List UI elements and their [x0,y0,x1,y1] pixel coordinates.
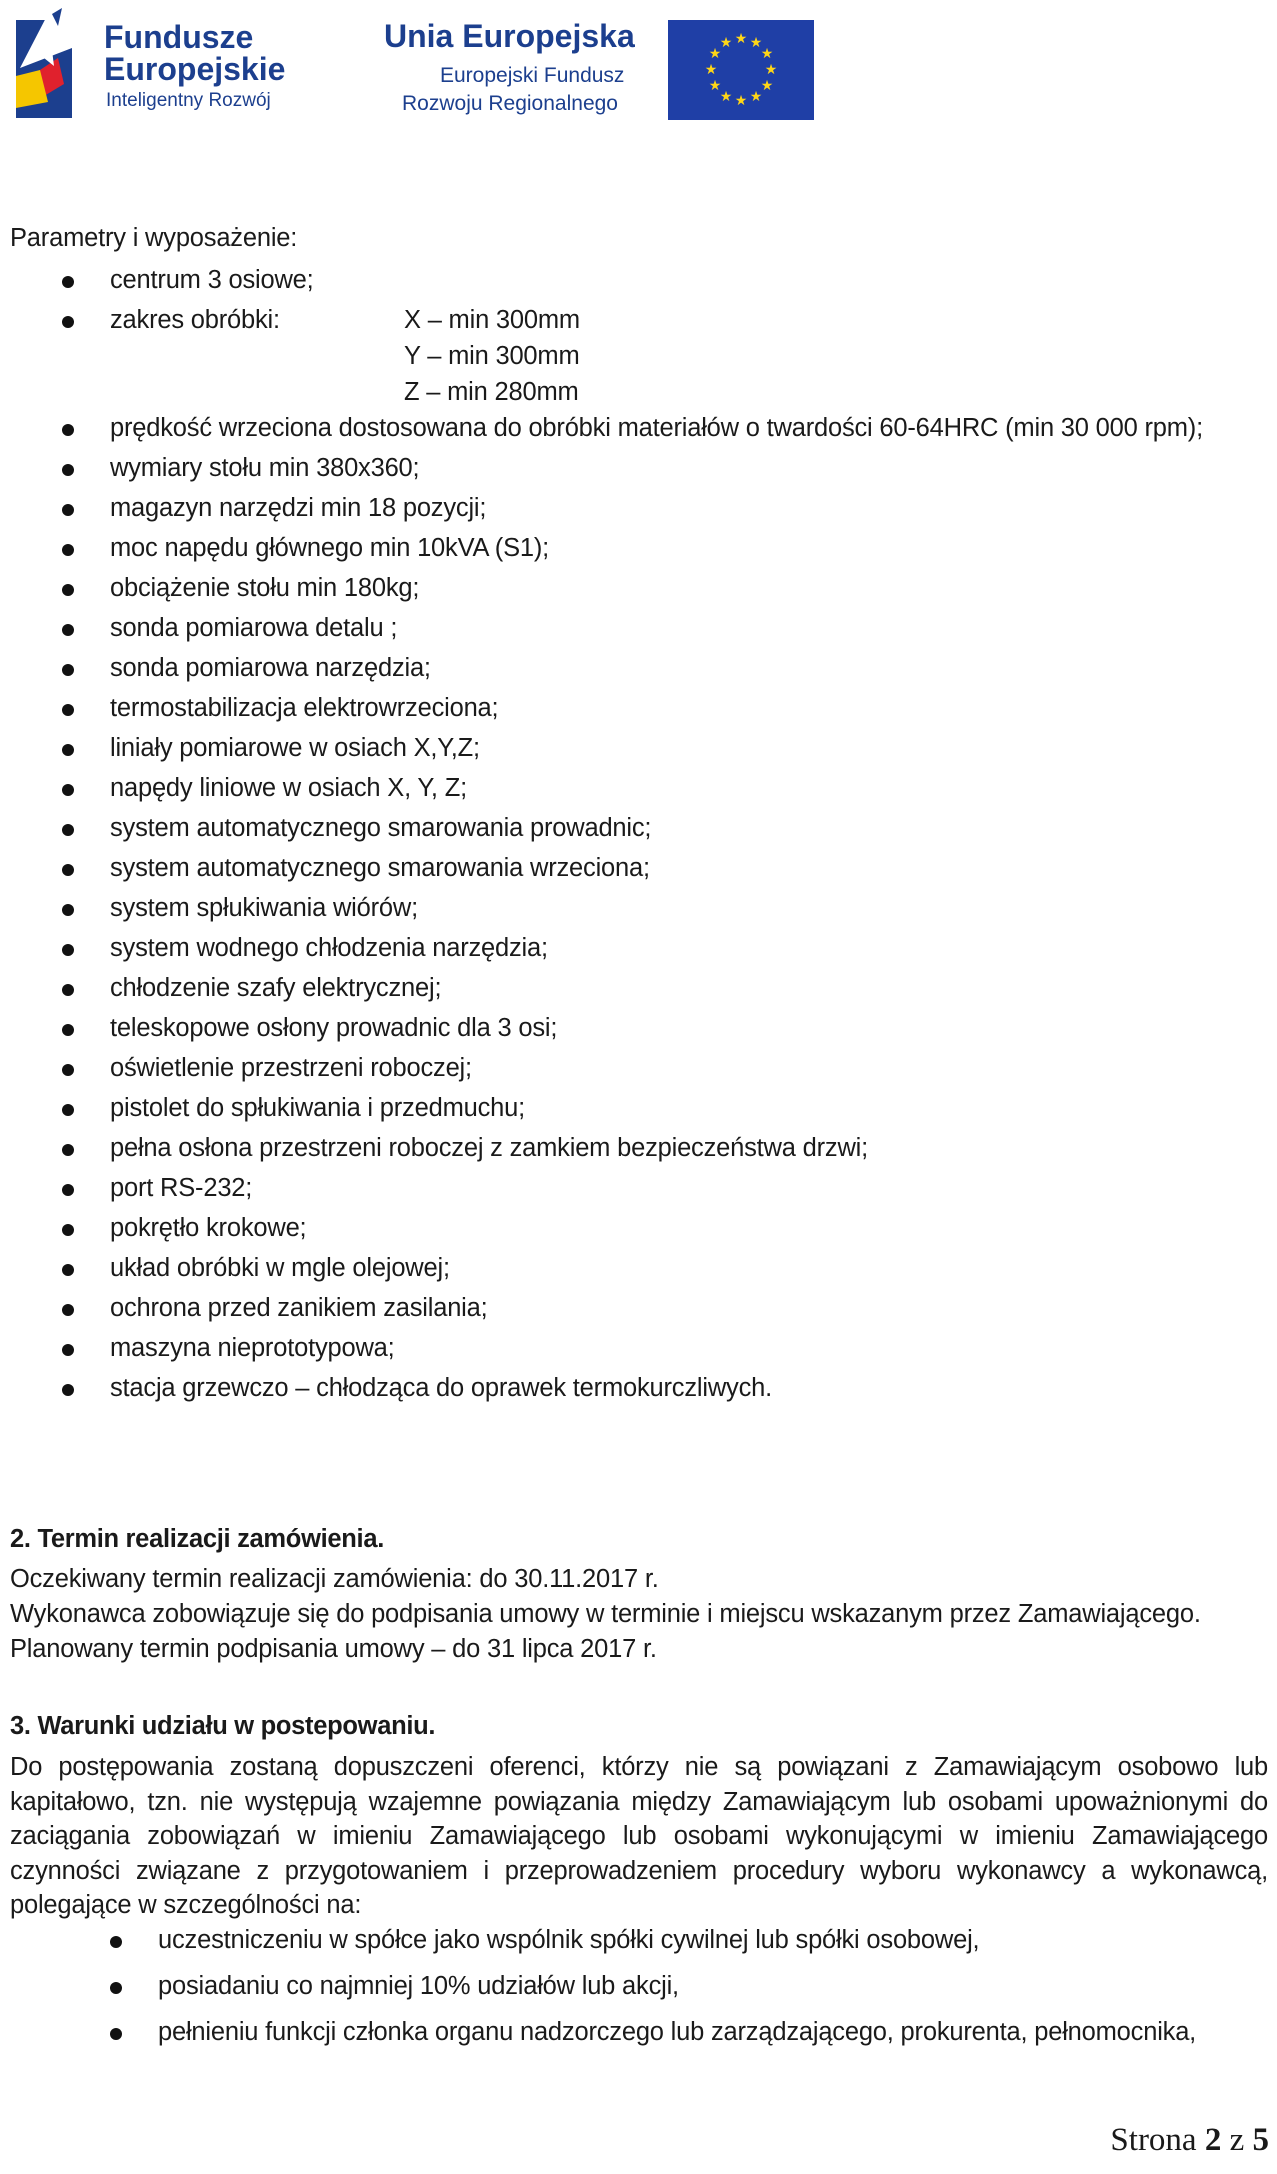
params-item-label: pokrętło krokowe; [110,1214,307,1242]
bullet-icon [62,864,74,876]
bullet-icon [62,744,74,756]
svg-text:★: ★ [704,62,718,78]
svg-text:★: ★ [734,93,748,109]
svg-text:★: ★ [719,35,733,51]
bullet-icon [62,424,74,436]
bullet-icon [62,1224,74,1236]
bullet-icon [62,1144,74,1156]
params-item-label: system automatycznego smarowania wrzeciona; [110,854,650,882]
params-list-item [0,1010,1277,1050]
params-item-label: centrum 3 osiowe; [110,266,314,294]
params-list-item [0,490,1277,530]
svg-text:★: ★ [749,35,763,51]
params-list-item [0,1210,1277,1250]
bullet-icon [62,824,74,836]
svg-text:★: ★ [719,89,733,105]
params-item-label: system wodnego chłodzenia narzędzia; [110,934,548,962]
params-item-label: napędy liniowe w osiach X, Y, Z; [110,774,467,802]
params-list-item [0,1170,1277,1210]
params-item-label: ochrona przed zanikiem zasilania; [110,1294,488,1322]
params-list-item [0,770,1277,810]
bullet-icon [62,544,74,556]
bullet-icon [62,624,74,636]
params-item-label: liniały pomiarowe w osiach X,Y,Z; [110,734,480,762]
svg-text:★: ★ [708,46,722,62]
params-list-item [0,610,1277,650]
logo-unia-europejska [384,18,644,122]
params-list-item [0,1130,1277,1170]
params-list-item [0,970,1277,1010]
params-item-label: sonda pomiarowa detalu ; [110,614,398,642]
page-total: 5 [1252,2122,1269,2158]
section3-item-label: pełnieniu funkcji członka organu nadzorczego lub zarządzającego, prokurenta, pełnomocnika, [158,2018,1197,2046]
params-item-label: obciążenie stołu min 180kg; [110,574,420,602]
page-current: 2 [1204,2122,1222,2158]
eu-flag-stars-icon [668,20,814,120]
section2-line1: Oczekiwany termin realizacji zamówienia: do 30.11.2017 r. [10,1565,659,1593]
section2-heading: 2. Termin realizacji zamówienia. [10,1525,384,1553]
section3-list-item [0,1922,1277,1962]
params-list-item [0,730,1277,770]
bullet-icon [62,984,74,996]
params-list-item [0,930,1277,970]
params-item-label: teleskopowe osłony prowadnic dla 3 osi; [110,1014,558,1042]
bullet-icon [62,504,74,516]
bullet-icon [110,1982,122,1994]
params-list-item [0,530,1277,570]
params-item-label: układ obróbki w mgle olejowej; [110,1254,450,1282]
section3-item-label: posiadaniu co najmniej 10% udziałów lub akcji, [158,1972,679,2000]
bullet-icon [62,316,74,328]
params-item-label: magazyn narzędzi min 18 pozycji; [110,494,487,522]
svg-text:★: ★ [760,78,774,94]
bullet-icon [62,1304,74,1316]
params-item-label: stacja grzewczo – chłodząca do oprawek termokurczliwych. [110,1374,772,1402]
axis-x: X – min 300mm [404,306,580,334]
params-item-label: system spłukiwania wiórów; [110,894,418,922]
svg-text:★: ★ [749,89,763,105]
ue-title: Unia Europejska [384,18,635,54]
section3-item-label: uczestniczeniu w spółce jako wspólnik spółki cywilnej lub spółki osobowej, [158,1926,980,1954]
params-item-label: termostabilizacja elektrowrzeciona; [110,694,499,722]
params-item-label: moc napędu głównego min 10kVA (S1); [110,534,550,562]
bullet-icon [62,276,74,288]
params-item-label: sonda pomiarowa narzędzia; [110,654,431,682]
page-number [1110,2122,1269,2159]
params-list-item [0,410,1277,450]
params-item-label: zakres obróbki: [110,306,280,334]
section3-heading: 3. Warunki udziału w postepowaniu. [10,1712,436,1740]
params-heading: Parametry i wyposażenie: [10,224,298,252]
bullet-icon [62,584,74,596]
params-list-item [0,850,1277,890]
section3-paragraph: Do postępowania zostaną dopuszczeni oferenci, którzy nie są powiązani z Zamawiającym osobowo lub kapitałowo, tzn. nie występują wzajemne powiązania między Zamawiającym lub osobami upoważnionymi do zaciągania zobowiązań w imieniu Zamawiającego lub osobami wykonującymi w imieniu Zamawiającego czynności związane z przygotowaniem i przeprowadzeniem procedury wyboru wykonawcy a wykonawcą, polegające w szczególności na: [10,1753,1268,1920]
section2-line2: Wykonawca zobowiązuje się do podpisania umowy w terminie i miejscu wskazanym przez Zamawiającego. [10,1600,1201,1628]
params-list-item [0,1050,1277,1090]
bullet-icon [62,1384,74,1396]
bullet-icon [62,1024,74,1036]
bullet-icon [110,2028,122,2040]
bullet-icon [62,464,74,476]
logo-fundusze-europejskie [14,4,294,122]
params-list-item [0,1330,1277,1370]
params-item-label: pełna osłona przestrzeni roboczej z zamkiem bezpieczeństwa drzwi; [110,1134,869,1162]
bullet-icon [62,784,74,796]
fe-emblem-icon [14,4,110,122]
svg-text:★: ★ [734,31,748,47]
params-list-item [0,570,1277,610]
section3-list-item [0,2014,1277,2054]
params-item-label: port RS-232; [110,1174,253,1202]
bullet-icon [62,904,74,916]
params-list-item [0,810,1277,850]
eu-flag [668,20,814,120]
params-item-label: system automatycznego smarowania prowadnic; [110,814,652,842]
params-list-item [0,1370,1277,1410]
fe-title-1: Fundusze [104,19,254,55]
svg-text:★: ★ [760,46,774,62]
params-item-label: chłodzenie szafy elektrycznej; [110,974,442,1002]
ue-subtitle-1: Europejski Fundusz [440,64,625,87]
params-list-item [0,1090,1277,1130]
params-list-item [0,1250,1277,1290]
bullet-icon [62,1184,74,1196]
svg-text:★: ★ [764,62,778,78]
bullet-icon [62,1344,74,1356]
params-item-label: prędkość wrzeciona dostosowana do obróbki materiałów o twardości 60-64HRC (min 30 000 rpm); [110,414,1203,442]
bullet-icon [62,664,74,676]
bullet-icon [62,1264,74,1276]
params-list-item [0,302,1277,342]
params-list-item [0,690,1277,730]
params-item-label: pistolet do spłukiwania i przedmuchu; [110,1094,525,1122]
section2-line3: Planowany termin podpisania umowy – do 31 lipca 2017 r. [10,1635,657,1663]
params-item-label: oświetlenie przestrzeni roboczej; [110,1054,472,1082]
params-list-item [0,1290,1277,1330]
fe-subtitle: Inteligentny Rozwój [106,90,271,111]
page-prefix: Strona [1110,2122,1197,2158]
params-item-label: wymiary stołu min 380x360; [110,454,420,482]
section3-list-item [0,1968,1277,2008]
params-list-item [0,450,1277,490]
params-list-item [0,650,1277,690]
page-sep: z [1229,2122,1245,2158]
params-list-item [0,262,1277,302]
params-list-item [0,890,1277,930]
svg-text:★: ★ [708,78,722,94]
bullet-icon [110,1936,122,1948]
params-item-label: maszyna nieprototypowa; [110,1334,395,1362]
axis-y: Y – min 300mm [404,342,580,370]
bullet-icon [62,944,74,956]
axis-z: Z – min 280mm [404,378,579,406]
bullet-icon [62,1064,74,1076]
bullet-icon [62,704,74,716]
bullet-icon [62,1104,74,1116]
fe-title-2: Europejskie [104,51,286,87]
ue-subtitle-2: Rozwoju Regionalnego [402,92,618,115]
